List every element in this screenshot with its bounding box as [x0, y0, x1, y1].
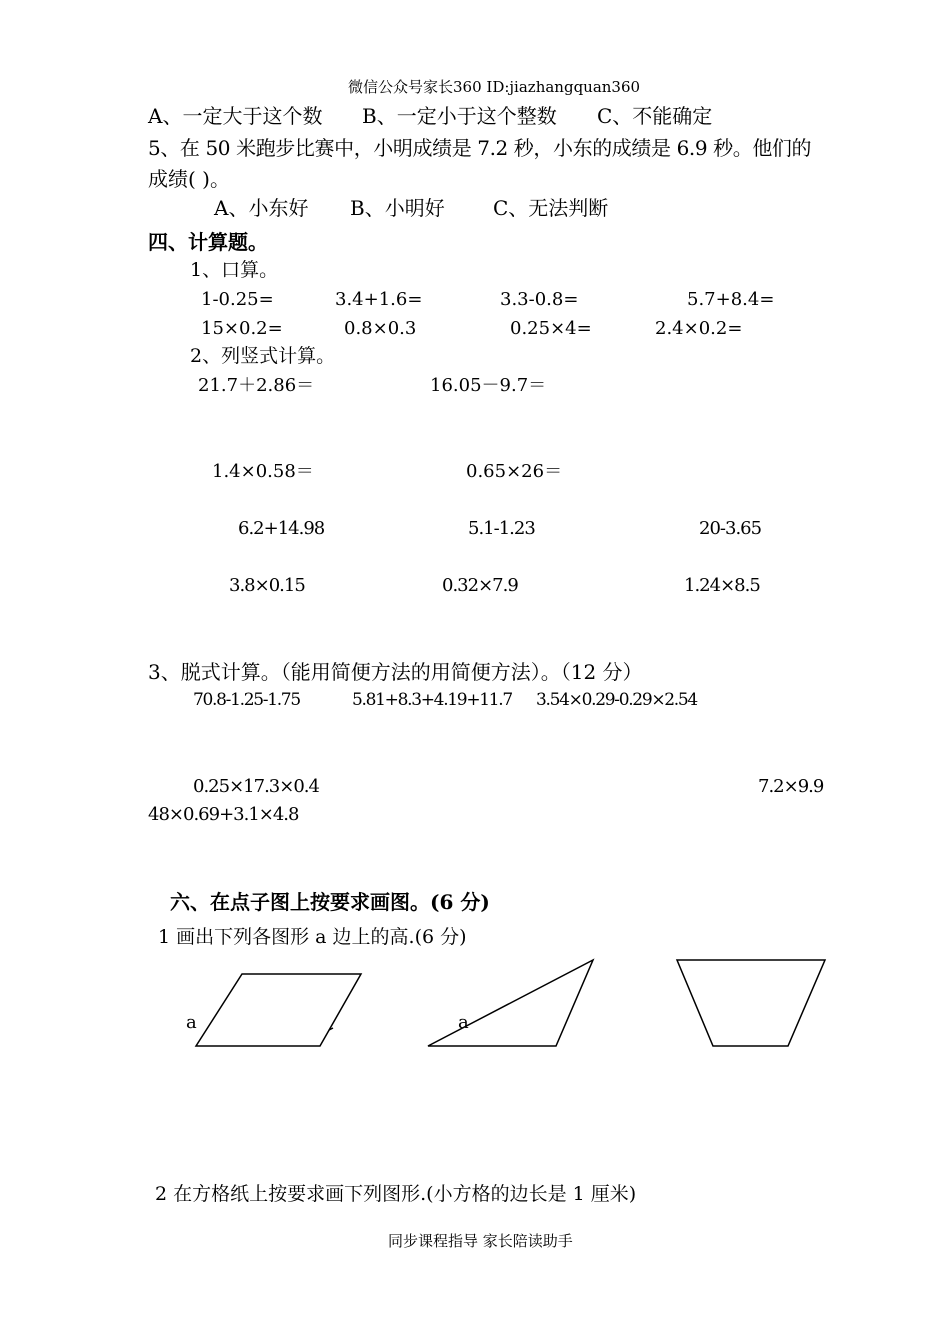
section6-q1: 1 画出下列各图形 a 边上的高.(6 分) — [158, 926, 467, 948]
stepwise-item: 7.2×9.9 — [758, 776, 824, 797]
oral-item: 1-0.25= — [201, 289, 274, 310]
vertical-item: 0.65×26＝ — [466, 461, 563, 482]
stepwise-item: 48×0.69+3.1×4.8 — [148, 804, 299, 825]
q4-option-b: B、一定小于这个整数 — [362, 104, 557, 128]
vertical-item: 20-3.65 — [699, 518, 762, 539]
oral-item: 5.7+8.4= — [687, 289, 775, 310]
q5-option-b: B、小明好 — [350, 196, 445, 220]
section6-title: 六、在点子图上按要求画图。(6 分) — [170, 890, 490, 914]
section6-q2: 2 在方格纸上按要求画下列图形.(小方格的边长是 1 厘米) — [155, 1183, 637, 1205]
oral-item: 3.3-0.8= — [500, 289, 579, 310]
q4-option-a: A、一定大于这个数 — [148, 104, 323, 128]
stepwise-item: 3.54×0.29-0.29×2.54 — [536, 690, 697, 710]
vertical-item: 5.1-1.23 — [468, 518, 535, 539]
page-header: 微信公众号家长360 ID:jiazhangquan360 — [348, 78, 641, 96]
triangle-shape — [428, 960, 593, 1046]
oral-item: 15×0.2= — [201, 318, 283, 339]
stepwise-item: 5.81+8.3+4.19+11.7 — [352, 690, 512, 710]
oral-item: 2.4×0.2= — [655, 318, 743, 339]
vertical-item: 6.2+14.98 — [238, 518, 325, 539]
trapezoid-shape — [677, 960, 825, 1046]
vertical-item: 0.32×7.9 — [442, 575, 518, 596]
q5-option-c: C、无法判断 — [493, 196, 609, 220]
page-footer: 同步课程指导 家长陪读助手 — [388, 1232, 573, 1250]
vertical-item: 3.8×0.15 — [229, 575, 305, 596]
parallelogram-shape — [196, 974, 361, 1046]
triangle-label-a: a — [458, 1012, 469, 1033]
vertical-item: 1.24×8.5 — [684, 575, 760, 596]
vertical-title: 2、列竖式计算。 — [190, 345, 336, 367]
oral-item: 3.4+1.6= — [335, 289, 423, 310]
q4-option-c: C、不能确定 — [597, 104, 713, 128]
vertical-item: 16.05－9.7＝ — [430, 375, 547, 396]
stepwise-title: 3、脱式计算。（能用简便方法的用简便方法）。（12 分） — [148, 660, 643, 684]
q5-line1: 5、在 50 米跑步比赛中，小明成绩是 7.2 秒，小东的成绩是 6.9 秒。他们的 — [148, 136, 812, 160]
stepwise-item: 0.25×17.3×0.4 — [193, 776, 319, 797]
stepwise-item: 70.8-1.25-1.75 — [193, 690, 300, 710]
vertical-item: 1.4×0.58＝ — [212, 461, 314, 482]
q5-line2: 成绩( )。 — [148, 167, 230, 191]
parallelogram-label-a: a — [186, 1012, 197, 1033]
oral-item: 0.8×0.3 — [344, 318, 417, 339]
q5-option-a: A、小东好 — [214, 196, 309, 220]
oral-title: 1、口算。 — [190, 259, 279, 281]
oral-item: 0.25×4= — [510, 318, 592, 339]
vertical-item: 21.7＋2.86＝ — [198, 375, 315, 396]
section4-title: 四、计算题。 — [148, 230, 268, 254]
